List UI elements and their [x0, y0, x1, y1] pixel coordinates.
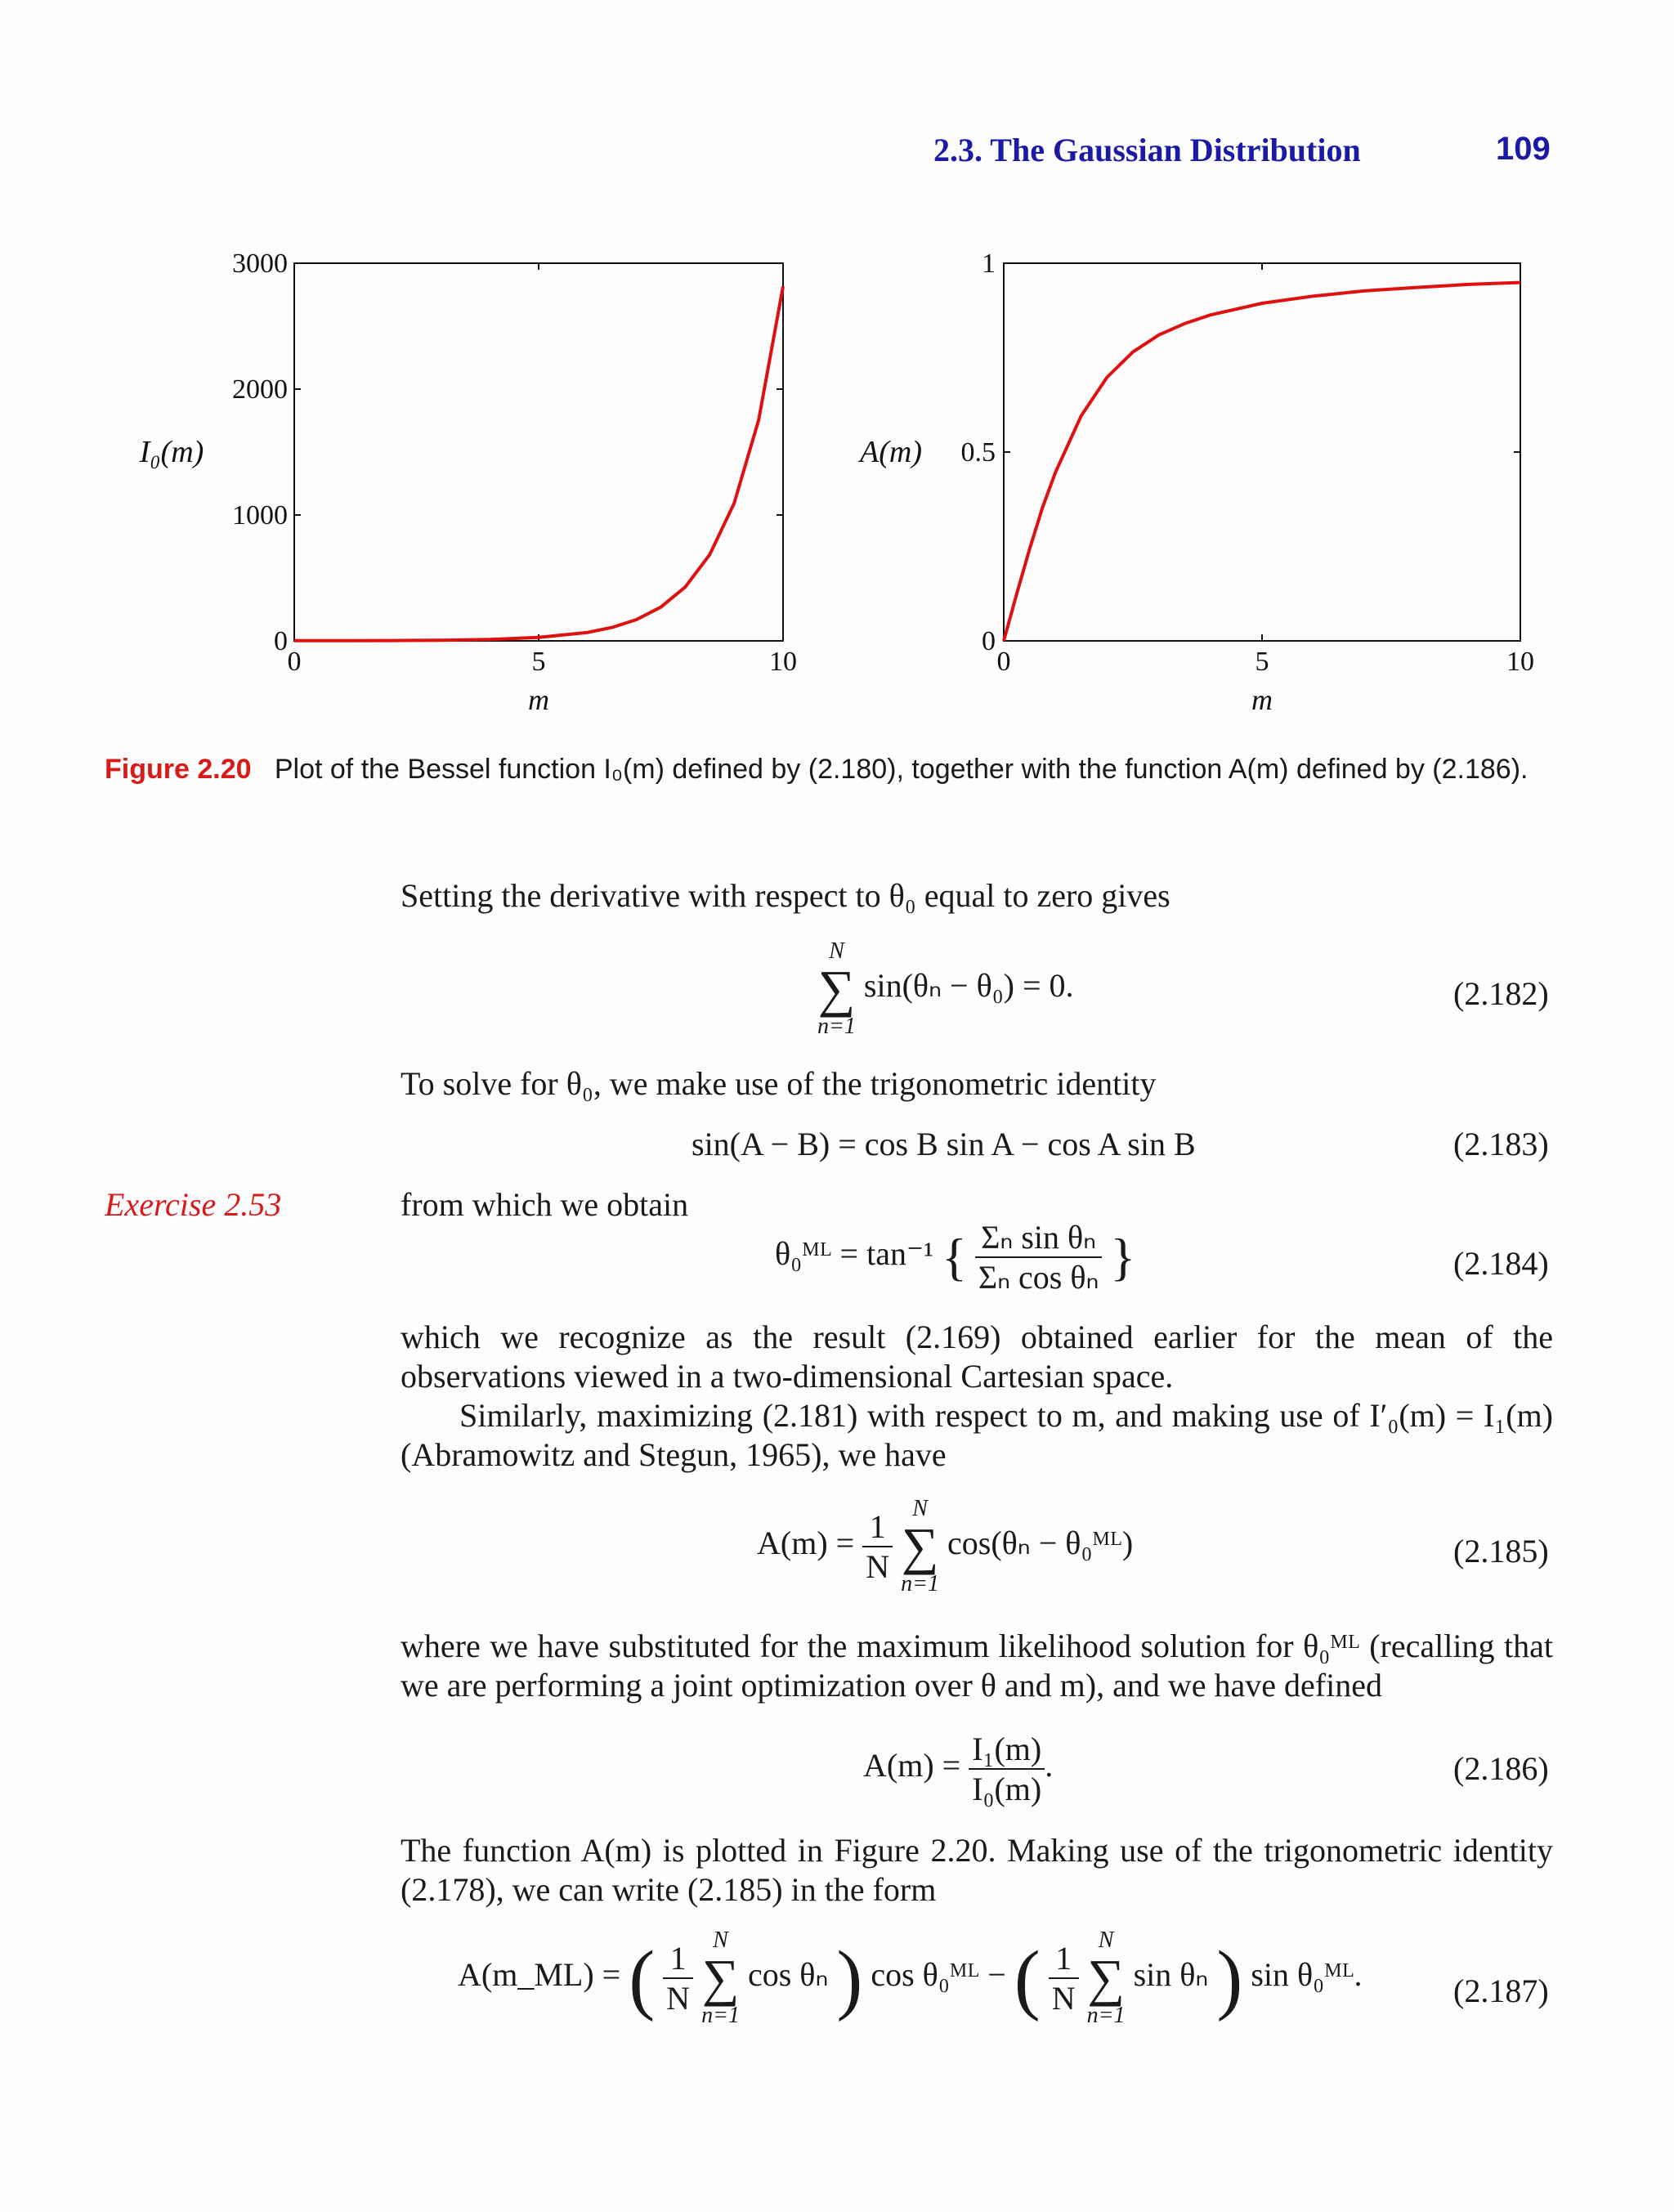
x-tick-label: 10	[769, 647, 797, 677]
equation-number-2-187: (2.187)	[1453, 1972, 1549, 2009]
equation-number-2-184: (2.184)	[1453, 1245, 1549, 1282]
paragraph-2: To solve for θ₀, we make use of the trigonometric identity	[401, 1065, 1157, 1102]
paragraph-1: Setting the derivative with respect to θ₀ equal to zero gives	[401, 877, 1170, 914]
x-tick-label: 5	[531, 647, 546, 677]
paragraph-6: where we have substituted for the maximum likelihood solution for θ₀ᴹᴸ (recalling that we are performing a joint optimization over θ and m), and we have defined	[401, 1628, 1553, 1704]
equation-2-183: sin(A − B) = cos B sin A − cos A sin B	[692, 1126, 1196, 1162]
x-axis-label: m	[1251, 683, 1273, 716]
exercise-margin-note[interactable]: Exercise 2.53	[105, 1186, 282, 1223]
running-header-title: 2.3. The Gaussian Distribution	[933, 132, 1361, 168]
paragraph-3: from which we obtain	[401, 1186, 689, 1223]
equation-number-2-185: (2.185)	[1453, 1533, 1549, 1569]
equation-number-2-183: (2.183)	[1453, 1126, 1549, 1162]
figure-label: Figure 2.20	[105, 754, 252, 785]
equation-number-2-186: (2.186)	[1453, 1750, 1549, 1787]
paragraph-4: which we recognize as the result (2.169) obtained earlier for the mean of the observations viewed in a two-dimensional Cartesian space.	[401, 1319, 1553, 1395]
figure-caption	[105, 752, 1560, 786]
y-axis-label: I₀(m)	[139, 435, 204, 469]
y-tick-label: 1000	[232, 500, 288, 531]
y-tick-label: 1	[982, 249, 996, 279]
x-tick-label: 0	[996, 647, 1011, 677]
equation-2-182	[817, 940, 1074, 1038]
equation-2-184: θ₀ᴹᴸ = tan⁻¹ { $\frac{\text{Σₙ sin θₙ}}{\text{Σₙ cos θₙ}}$ }	[775, 1219, 1136, 1296]
y-tick-label: 0	[982, 626, 996, 656]
series-line	[294, 286, 783, 640]
plot-bessel-i0	[139, 249, 797, 716]
y-tick-label: 2000	[232, 374, 288, 405]
figure-2-20	[0, 237, 1674, 728]
x-tick-label: 5	[1255, 647, 1269, 677]
y-tick-label: 0.5	[960, 437, 996, 468]
paragraph-5: Similarly, maximizing (2.181) with respect to m, and making use of I′₀(m) = I₁(m) (Abramowitz and Stegun, 1965), we have	[401, 1397, 1553, 1473]
summation-symbol: N ∑ n=1	[817, 938, 856, 1039]
page-number: 109	[1496, 131, 1551, 167]
y-tick-label: 3000	[232, 249, 288, 279]
plot-frame	[294, 263, 783, 641]
equation-2-185: A(m) = $\frac{1}{N}$ N ∑ n=1 cos(θₙ − θ₀ᴹᴸ)	[757, 1496, 1134, 1596]
equation-2-187: A(m_ML) = ( $\frac{1}{N}$ N ∑ n=1 cos θₙ ) cos θ₀ᴹᴸ − ( $\frac{1}{N}$ N ∑ n=1 sin θₙ ) sin θ₀ᴹᴸ.	[458, 1928, 1363, 2028]
plot-frame	[1004, 263, 1520, 641]
x-tick-label: 10	[1506, 647, 1534, 677]
plot-a-of-m	[857, 249, 1534, 716]
equation-2-186: A(m) = $\frac{\text{I₁(m)}}{\text{I₀(m)}}$ .	[863, 1731, 1054, 1807]
equation-body: sin(θₙ − θ₀) = 0.	[863, 967, 1074, 1005]
y-axis-label: A(m)	[860, 435, 922, 469]
x-axis-label: m	[528, 683, 549, 716]
equation-number-2-182: (2.182)	[1453, 975, 1549, 1012]
y-tick-label: 0	[274, 626, 288, 656]
caption-text: Plot of the Bessel function I₀(m) defined by (2.180), together with the function A(m) defined by (2.186).	[274, 754, 1529, 785]
series-line	[1004, 283, 1520, 641]
paragraph-7: The function A(m) is plotted in Figure 2.20. Making use of the trigonometric identity (2.178), we can write (2.185) in the form	[401, 1832, 1553, 1908]
x-tick-label: 0	[287, 647, 302, 677]
